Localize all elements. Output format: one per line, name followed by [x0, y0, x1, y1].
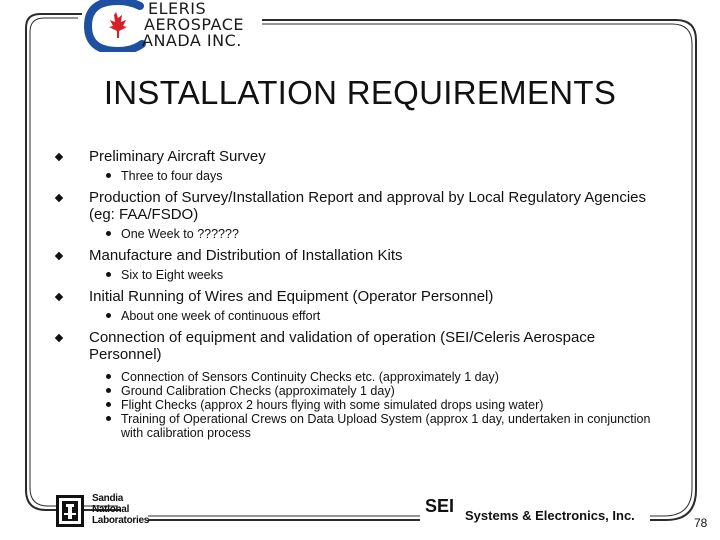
dot-bullet-icon [106, 231, 111, 236]
sub-list [56, 370, 656, 440]
logo-line-3: ANADA INC. [142, 31, 242, 50]
dot-bullet-icon [106, 272, 111, 277]
sub-item-text: Flight Checks (approx 2 hours flying with some simulated drops using water) [121, 398, 544, 412]
requirement-label: Initial Running of Wires and Equipment (Operator Personnel) [89, 288, 494, 305]
sei-logo: SEI [425, 496, 455, 516]
sub-list [56, 227, 656, 241]
logo-c-mark [82, 0, 148, 52]
requirement-label: Production of Survey/Installation Report and approval by Local Regulatory Agencies (eg: FAA/FSDO) [89, 189, 646, 223]
sub-item-text: Six to Eight weeks [121, 268, 224, 282]
sub-item-text: One Week to ?????? [121, 227, 239, 241]
requirement-label: Manufacture and Distribution of Installation Kits [89, 247, 403, 264]
dot-bullet-icon [106, 173, 111, 178]
dot-bullet-icon [106, 374, 111, 379]
sub-item-text: Ground Calibration Checks (approximately 1 day) [121, 384, 395, 398]
logo-wordmark [142, 0, 244, 50]
diamond-bullet-icon [55, 252, 63, 260]
dot-bullet-icon [106, 416, 111, 421]
logo-line-2: AEROSPACE [144, 15, 244, 34]
sub-list [56, 268, 656, 282]
requirement-item-3 [56, 247, 656, 264]
sub-item [56, 309, 656, 323]
sub-item-text: Connection of Sensors Continuity Checks etc. (approximately 1 day) [121, 370, 499, 384]
sub-list [56, 309, 656, 323]
sub-list [56, 169, 656, 183]
maple-leaf-icon [109, 12, 127, 38]
celeris-logo [82, 0, 262, 52]
diamond-bullet-icon [55, 194, 63, 202]
requirement-item-2 [56, 189, 656, 223]
dot-bullet-icon [106, 313, 111, 318]
sandia-logo [56, 493, 149, 533]
sub-item [56, 227, 656, 241]
requirement-item-1 [56, 148, 656, 165]
diamond-bullet-icon [55, 334, 63, 342]
sandia-wordmark [92, 493, 149, 526]
sub-item-text: Three to four days [121, 169, 223, 183]
sandia-line-3: Laboratories [92, 515, 149, 526]
sandia-line-1: Sandia [92, 493, 123, 504]
requirements-list [56, 148, 656, 440]
requirement-item-4 [56, 288, 656, 305]
diamond-bullet-icon [55, 293, 63, 301]
sandia-line-2: National [92, 504, 130, 515]
sub-item [56, 384, 656, 398]
logo-line-1: ELERIS [148, 0, 207, 18]
slide-title: INSTALLATION REQUIREMENTS [103, 74, 617, 111]
requirement-label: Preliminary Aircraft Survey [89, 148, 266, 165]
sub-item [56, 169, 656, 183]
dot-bullet-icon [106, 388, 111, 393]
sub-item [56, 398, 656, 412]
sub-item-text: Training of Operational Crews on Data Upload System (approx 1 day, undertaken in conjunction with calibration process [121, 412, 651, 440]
requirement-label: Connection of equipment and validation of operation (SEI/Celeris Aerospace Personnel) [89, 329, 596, 363]
dot-bullet-icon [106, 402, 111, 407]
sub-item [56, 268, 656, 282]
diamond-bullet-icon [55, 153, 63, 161]
page-number: 78 [694, 516, 708, 530]
requirement-item-5 [56, 329, 656, 363]
sandia-thunderbird-icon [56, 495, 84, 527]
sub-item [56, 412, 656, 440]
sub-item-text: About one week of continuous effort [121, 309, 321, 323]
sei-company-name: Systems & Electronics, Inc. [465, 508, 635, 523]
sub-item [56, 370, 656, 384]
